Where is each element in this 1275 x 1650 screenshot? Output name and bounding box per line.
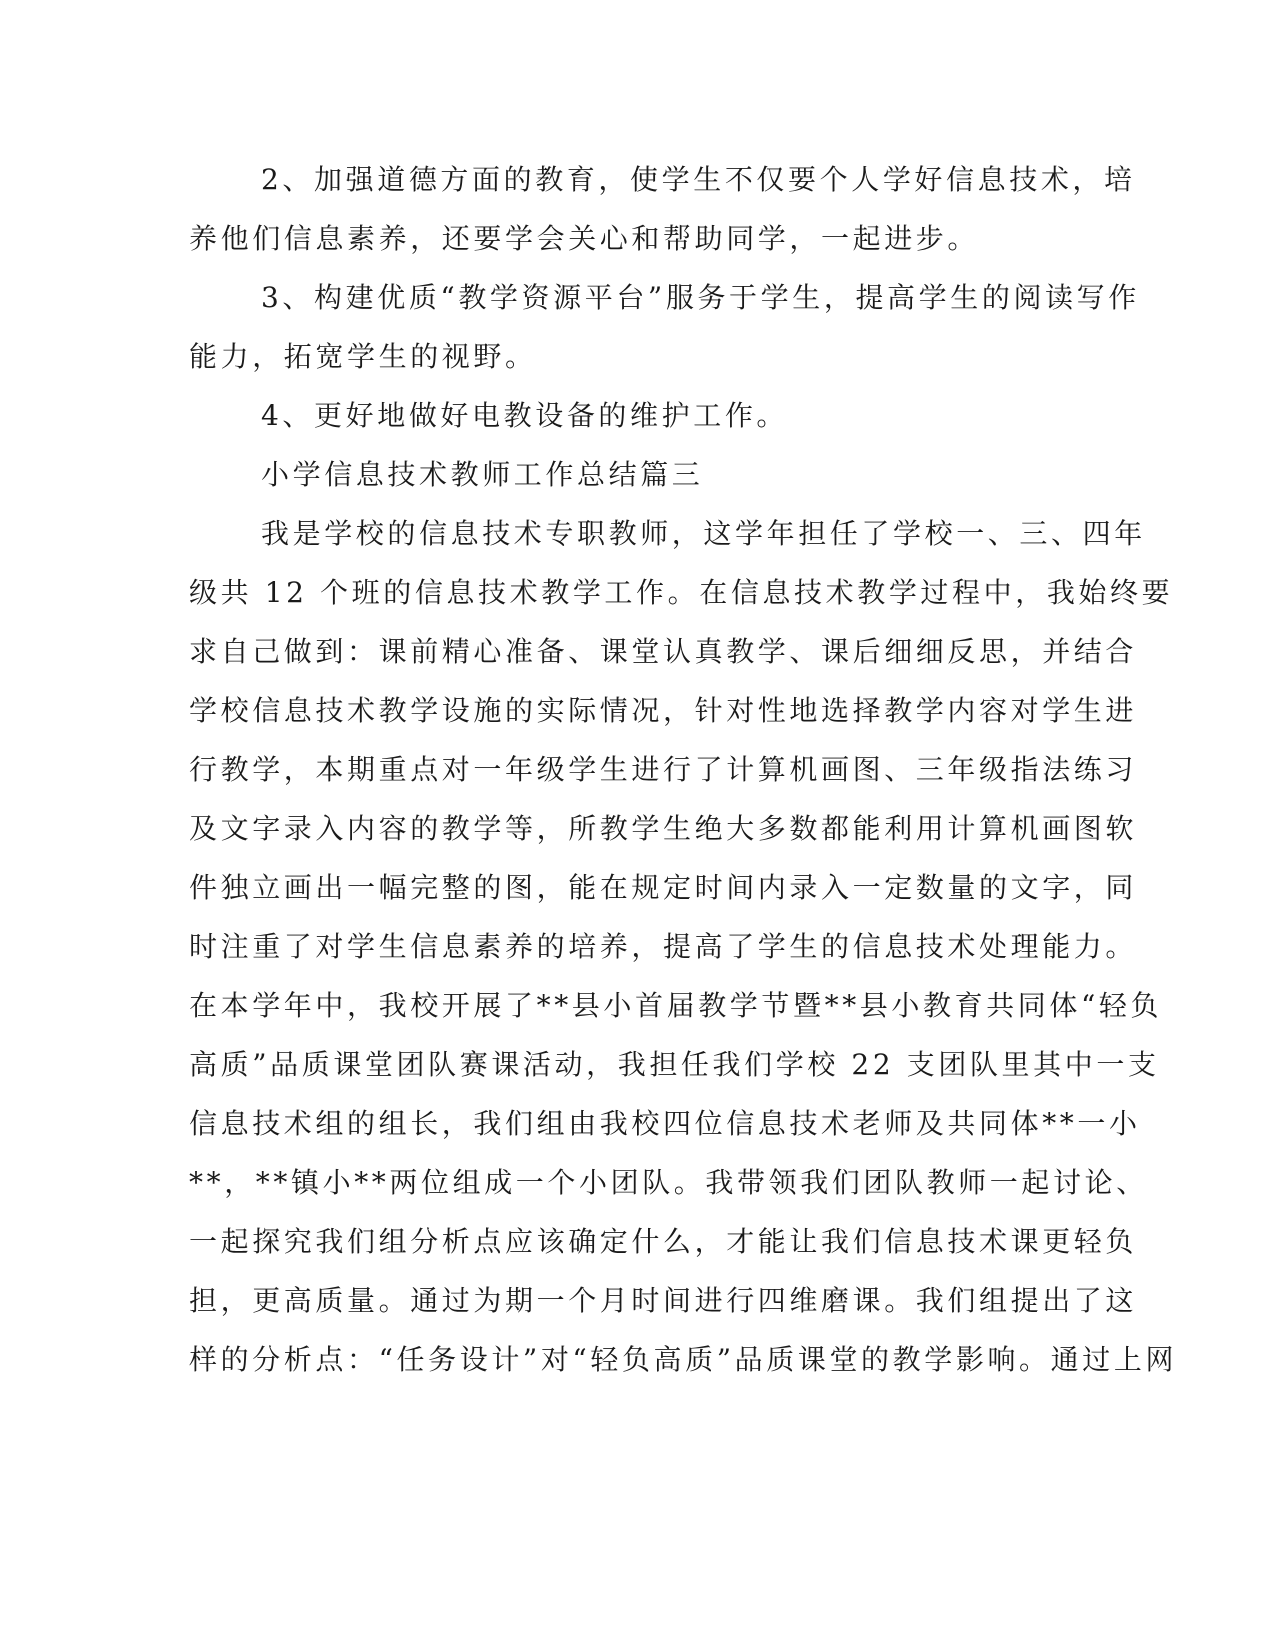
text-line: 件独立画出一幅完整的图，能在规定时间内录入一定数量的文字，同 bbox=[189, 871, 1138, 904]
text-line: 2、加强道德方面的教育，使学生不仅要个人学好信息技术，培 bbox=[261, 163, 1136, 196]
text-line: 级共 12 个班的信息技术教学工作。在信息技术教学过程中，我始终要 bbox=[189, 576, 1174, 609]
text-line: 信息技术组的组长，我们组由我校四位信息技术老师及共同体**一小 bbox=[189, 1107, 1141, 1140]
text-line: 高质”品质课堂团队赛课活动，我担任我们学校 22 支团队里其中一支 bbox=[189, 1048, 1160, 1081]
section-heading: 小学信息技术教师工作总结篇三 bbox=[261, 458, 704, 491]
text-line: 求自己做到：课前精心准备、课堂认真教学、课后细细反思，并结合 bbox=[189, 635, 1138, 668]
text-line: 3、构建优质“教学资源平台”服务于学生，提高学生的阅读写作 bbox=[261, 281, 1140, 314]
text-line: 学校信息技术教学设施的实际情况，针对性地选择教学内容对学生进 bbox=[189, 694, 1138, 727]
text-line: 在本学年中，我校开展了**县小首届教学节暨**县小教育共同体“轻负 bbox=[189, 989, 1163, 1022]
text-line: 一起探究我们组分析点应该确定什么，才能让我们信息技术课更轻负 bbox=[189, 1225, 1138, 1258]
text-line: 能力，拓宽学生的视野。 bbox=[189, 340, 537, 373]
text-line: 4、更好地做好电教设备的维护工作。 bbox=[261, 399, 789, 432]
text-line: 养他们信息素养，还要学会关心和帮助同学，一起进步。 bbox=[189, 222, 980, 255]
text-line: 时注重了对学生信息素养的培养，提高了学生的信息技术处理能力。 bbox=[189, 930, 1138, 963]
text-line: **，**镇小**两位组成一个小团队。我带领我们团队教师一起讨论、 bbox=[189, 1166, 1148, 1199]
text-line: 及文字录入内容的教学等，所教学生绝大多数都能利用计算机画图软 bbox=[189, 812, 1138, 845]
text-line: 我是学校的信息技术专职教师，这学年担任了学校一、三、四年 bbox=[261, 517, 1146, 550]
text-line: 担，更高质量。通过为期一个月时间进行四维磨课。我们组提出了这 bbox=[189, 1284, 1138, 1317]
text-line: 行教学，本期重点对一年级学生进行了计算机画图、三年级指法练习 bbox=[189, 753, 1138, 786]
text-line: 样的分析点：“任务设计”对“轻负高质”品质课堂的教学影响。通过上网 bbox=[189, 1343, 1178, 1376]
